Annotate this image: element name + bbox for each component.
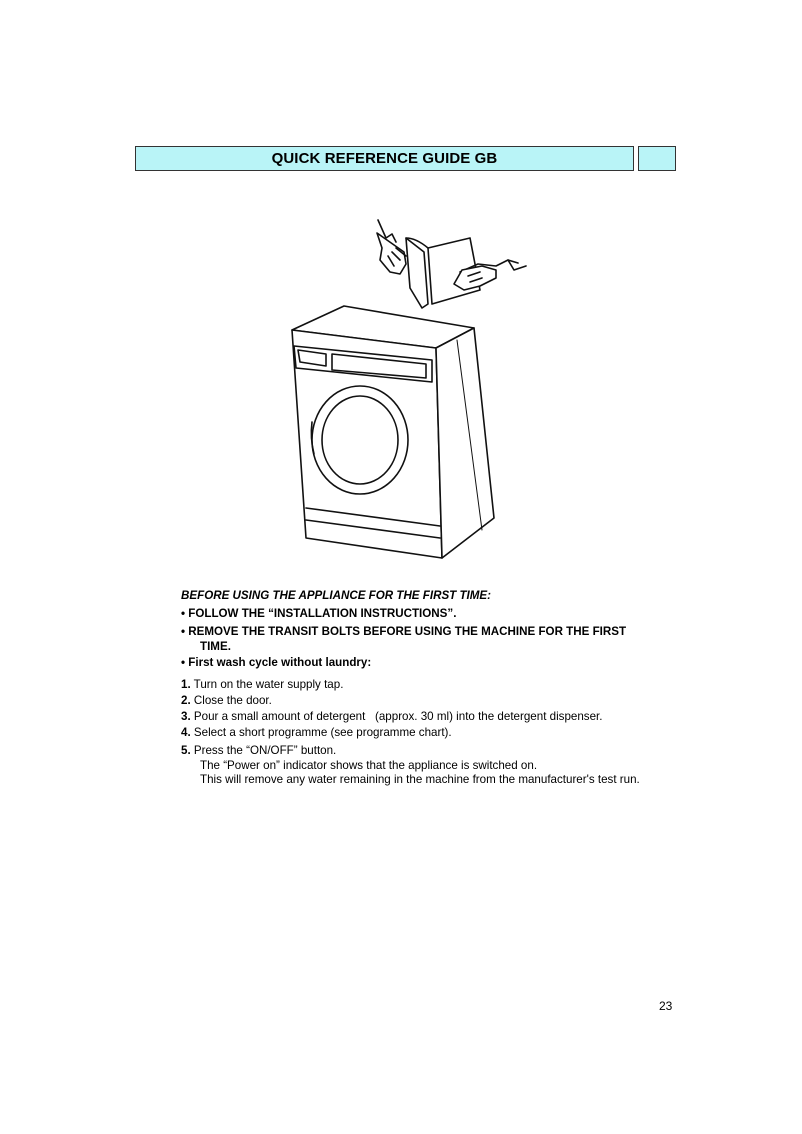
bullet-installation — [181, 606, 681, 622]
page-title: QUICK REFERENCE GUIDE GB — [135, 146, 634, 171]
step-subline: This will remove any water remaining in the machine from the manufacturer's test run. — [200, 773, 640, 786]
header-side-box — [638, 146, 676, 171]
steps-list — [181, 677, 681, 787]
bullet-text: • FOLLOW THE “INSTALLATION INSTRUCTIONS”. — [181, 607, 457, 620]
step-text: Press the “ON/OFF” button. — [190, 744, 337, 757]
step-text: Select a short programme (see programme chart). — [190, 726, 452, 739]
left-hand-icon — [377, 220, 406, 274]
step-number: 3. — [181, 710, 191, 723]
step-item — [181, 677, 681, 693]
step-text: Close the door. — [190, 694, 272, 707]
step-item — [181, 693, 681, 709]
washing-machine-illustration — [282, 208, 532, 560]
step-number: 1. — [181, 678, 191, 691]
bullet-text: • First wash cycle without laundry: — [181, 656, 372, 669]
step-number: 4. — [181, 726, 191, 739]
step-item — [181, 709, 681, 725]
bullet-continuation: TIME. — [200, 640, 231, 653]
step-number: 2. — [181, 694, 191, 707]
step-subline: The “Power on” indicator shows that the appliance is switched on. — [200, 759, 538, 772]
instructions-section — [181, 588, 681, 787]
step-item — [181, 743, 681, 787]
step-text: Turn on the water supply tap. — [190, 678, 344, 691]
bullet-first-wash — [181, 655, 681, 671]
section-heading: BEFORE USING THE APPLIANCE FOR THE FIRST TIME: — [181, 589, 492, 602]
step-text: Pour a small amount of detergent (approx. 30 ml) into the detergent dispenser. — [190, 710, 603, 723]
bullet-text: • REMOVE THE TRANSIT BOLTS BEFORE USING THE MACHINE FOR THE FIRST — [181, 625, 627, 638]
step-item — [181, 725, 681, 741]
step-number: 5. — [181, 744, 191, 757]
bullet-transit-bolts — [181, 624, 681, 653]
page-number: 23 — [659, 999, 673, 1013]
